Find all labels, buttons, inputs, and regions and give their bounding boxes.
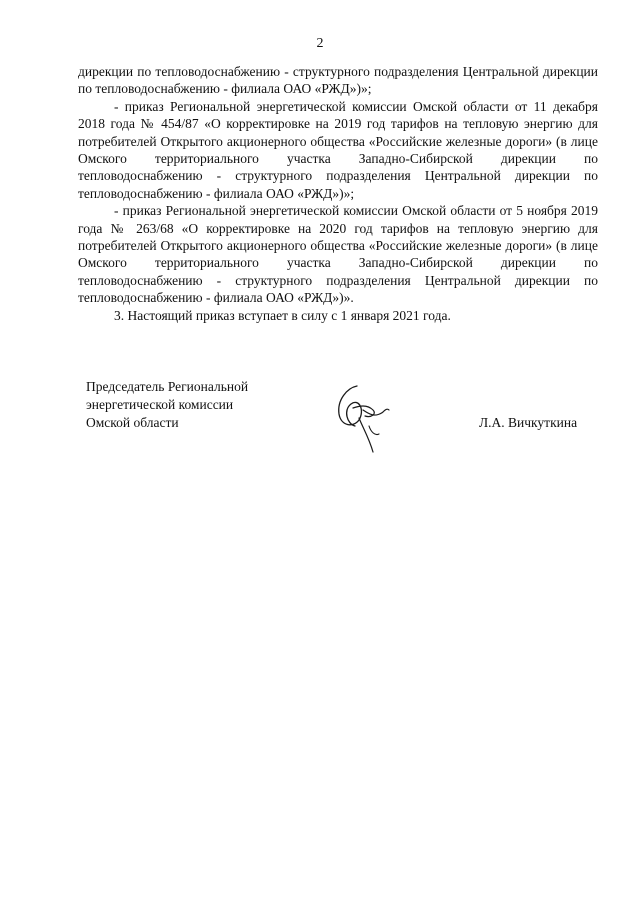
signer-title-line-2: энергетической комиссии: [86, 397, 234, 412]
continuation-paragraph: дирекции по тепловодоснабжению - структурного подразделения Центральной дирекции по тепловодоснабжению - филиала ОАО «РЖД»)»;: [78, 64, 598, 97]
signer-name: Л.А. Вичкуткина: [479, 415, 578, 430]
list-item-order-2019: - приказ Региональной энергетической комиссии Омской области от 5 ноября 2019 года № 263/68 «О корректировке на 2020 год тарифов на тепловую энергию для потребителей Открытого акционерного общества «Российские железные дороги» (в лице Омского территориального участка Западно-Сибирской дирекции по тепловодоснабжению - структурного подразделения Центральной дирекции по тепловодоснабжению - филиала ОАО «РЖД»)».: [78, 203, 598, 306]
clause-effective-date: 3. Настоящий приказ вступает в силу с 1 января 2021 года.: [114, 307, 451, 323]
signer-title-line-3: Омской области: [86, 415, 179, 430]
document-body: [78, 63, 598, 324]
page-number: 2: [316, 36, 324, 51]
signer-title-line-1: Председатель Региональной: [86, 379, 249, 394]
signer-title: [86, 378, 248, 432]
handwritten-signature-icon: [329, 380, 391, 456]
signature-block: [86, 378, 606, 458]
list-item-order-2018: - приказ Региональной энергетической комиссии Омской области от 11 декабря 2018 года № 454/87 «О корректировке на 2019 год тарифов на тепловую энергию для потребителей Открытого акционерного общества «Российские железные дороги» (в лице Омского территориального участка Западно-Сибирской дирекции по тепловодоснабжению - структурного подразделения Центральной дирекции по тепловодоснабжению - филиала ОАО «РЖД»)»;: [78, 98, 598, 201]
